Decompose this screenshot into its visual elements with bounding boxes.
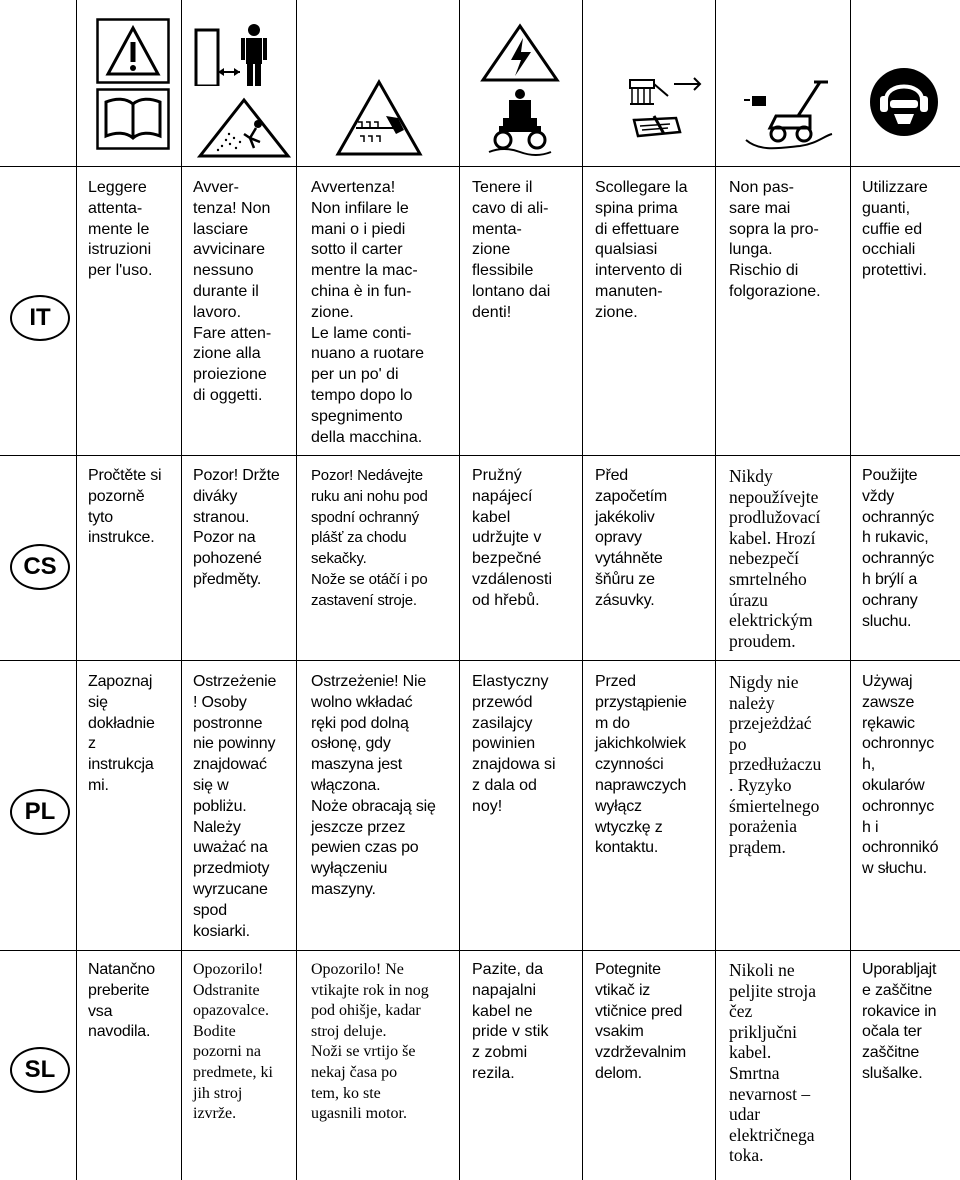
protective-equipment-icon — [868, 66, 940, 138]
no-cable-run-over-icon — [740, 76, 836, 152]
it-unplug: Scollegare la spina prima di effettuare qualsiasi intervento di manuten- zione. — [595, 179, 688, 321]
pl-read-manual: Zapoznaj się dokładnie z instrukcja mi. — [88, 673, 155, 794]
sl-keep-distance: Opozorilo! Odstranite opazovalce. Bodite pozorni na predmete, ki jih stroj izvrže. — [193, 961, 273, 1123]
it-keep-distance: Avver- tenza! Non lasciare avvicinare nessuno durante il lavoro. Fare atten- zione alla proiezione di oggetti. — [193, 179, 272, 404]
pl-protective-gear: Używaj zawsze rękawic ochronnyc h, okularów ochronnyc h i ochronnikó w słuchu. — [862, 673, 939, 878]
cs-extension-cord: Nikdy nepoužívejte prodlužovací kabel. Hrozí nebezpečí smrtelného úrazu elektrickým proudem. — [729, 466, 821, 651]
it-protective-gear: Utilizzare guanti, cuffie ed occhiali protettivi. — [862, 179, 928, 280]
cs-read-manual: Pročtěte si pozorně tyto instrukce. — [88, 467, 162, 547]
pl-blade-warning: Ostrzeżenie! Nie wolno wkładać ręki pod dolną osłonę, gdy maszyna jest włączona. Noże obracają się jeszcze przez pewien czas po wyłączeniu maszyny. — [311, 673, 436, 898]
sl-cable-warning: Pazite, da napajalni kabel ne pride v stik z zobmi rezila. — [472, 961, 549, 1082]
it-extension-cord: Non pas- sare mai sopra la pro- lunga. Rischio di folgorazione. — [729, 179, 821, 300]
pl-keep-distance: Ostrzeżenie ! Osoby postronne nie powinny znajdować się w pobliżu. Należy uważać na przedmioty wyrzucane spod kosiarki. — [193, 673, 277, 940]
pl-cable-warning: Elastyczny przewód zasilajcy powinien znajdowa si z dala od noy! — [472, 673, 556, 815]
it-blade-warning: Avvertenza! Non infilare le mani o i piedi sotto il carter mentre la mac- china è in fun- zione. Le lame conti- nuano a ruotare per un po' di tempo dopo lo spegnimento della macchina. — [311, 179, 424, 446]
flying-objects-icon — [196, 96, 292, 160]
keep-distance-icon — [194, 22, 284, 86]
cs-cable-warning: Pružný napájecí kabel udržujte v bezpečné vzdálenosti od hřebů. — [472, 467, 553, 609]
cs-unplug: Před započetím jakékoliv opravy vytáhněte šňůru ze zásuvky. — [595, 467, 668, 609]
pl-unplug: Przed przystąpienie m do jakichkolwiek czynności naprawczych wyłącz wtyczkę z kontaktu. — [595, 673, 687, 857]
pl-extension-cord: Nigdy nie należy przejeżdżać po przedłużaczu . Ryzyko śmiertelnego porażenia prądem. — [729, 672, 822, 857]
lang-badge-cs: CS — [10, 544, 70, 590]
electric-shock-icon — [479, 22, 561, 158]
lang-badge-it: IT — [10, 295, 70, 341]
sl-read-manual: Natančno preberite vsa navodila. — [88, 961, 155, 1041]
sl-extension-cord: Nikoli ne peljite stroja čez priključni kabel. Smrtna nevarnost – udar električnega toka. — [729, 960, 816, 1166]
sl-protective-gear: Uporabljajt e zaščitne rokavice in očala ter zaščitne slušalke. — [862, 961, 937, 1082]
cs-protective-gear: Použijte vždy ochrannýc h rukavic, ochrannýc h brýlí a ochrany sluchu. — [862, 467, 935, 630]
warning-triangle-icon — [96, 18, 170, 84]
sl-blade-warning: Opozorilo! Ne vtikajte rok in nog pod ohišje, kadar stroj deluje. Noži se vrtijo še nekaj časa po tem, ko ste ugasnili motor. — [311, 961, 429, 1123]
lang-badge-sl: SL — [10, 1047, 70, 1093]
disconnect-plug-icon — [610, 70, 710, 150]
sl-unplug: Potegnite vtikač iz vtičnice pred vsakim vzdrževalnim delom. — [595, 961, 686, 1082]
blade-hand-foot-icon — [334, 78, 424, 158]
it-cable-warning: Tenere il cavo di ali- menta- zione flessibile lontano dai denti! — [472, 179, 551, 321]
lang-badge-pl: PL — [10, 789, 70, 835]
cs-blade-warning: Pozor! Nedávejte ruku ani nohu pod spodní ochranný plášť za chodu sekačky. Nože se otáčí i po zastavení stroje. — [311, 467, 428, 609]
cs-keep-distance: Pozor! Držte diváky stranou. Pozor na pohozené předměty. — [193, 467, 280, 588]
read-manual-icon — [96, 88, 170, 150]
it-read-manual: Leggere attenta- mente le istruzioni per l'uso. — [88, 179, 153, 280]
